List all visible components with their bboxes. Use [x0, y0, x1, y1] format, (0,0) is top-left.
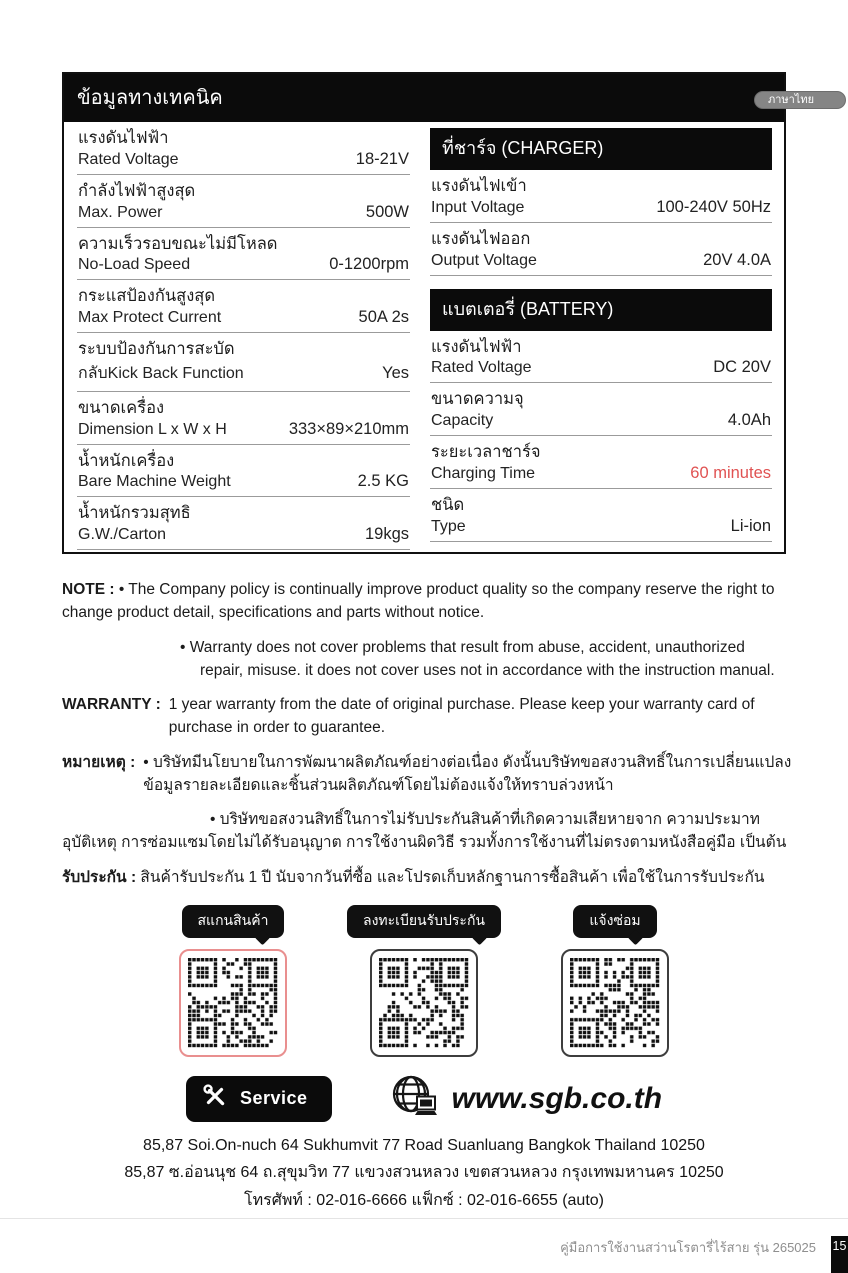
spec-row-battery-voltage: [430, 331, 772, 384]
spec-label-th: ขนาดความจุ: [431, 390, 524, 409]
spec-value: 20V 4.0A: [703, 250, 771, 269]
charger-section-header: ที่ชาร์จ (CHARGER): [430, 128, 772, 170]
spec-value-charging-time: 60 minutes: [690, 463, 771, 482]
remark-paragraph-2: • บริษัทขอสงวนสิทธิ์ในการไม่รับประกันสินค้าที่เกิดความเสียหายจาก ความประมาท อุบัติเหตุ การซ่อมแซมโดยไม่ได้รับอนุญาต การใช้งานผิดวิธี รวมทั้งการใช้งานที่ไม่ตรงตามหนังสือคู่มือ เป็นต้น: [62, 811, 787, 852]
spec-label-th: แรงดันไฟออก: [431, 229, 531, 248]
warranty-paragraph: WARRANTY : 1 year warranty from the date of original purchase. Please keep your warranty card of purchase in order to guarantee.: [62, 693, 792, 740]
spec-row-max-power: [77, 175, 410, 228]
page-footer: [0, 1218, 848, 1273]
address-block: [0, 1132, 848, 1215]
spec-table: [62, 72, 786, 554]
qr-group-report-repair: [561, 905, 669, 1057]
qr-code-scan-product: [179, 949, 287, 1057]
remark-paragraph-1: หมายเหตุ : • บริษัทมีนโยบายในการพัฒนาผลิตภัณฑ์อย่างต่อเนื่อง ดังนั้นบริษัทขอสงวนสิทธิ์ในการเปลี่ยนแปลงข้อมูลรายละเอียดและชิ้นส่วนผลิตภัณฑ์โดยไม่ต้องแจ้งให้ทราบล่วงหน้า: [62, 751, 792, 798]
spec-label-th: ความเร็วรอบขณะไม่มีโหลด: [78, 234, 278, 253]
spec-value: 50A 2s: [358, 308, 409, 327]
service-row: [0, 1073, 848, 1126]
spec-value: 18-21V: [355, 149, 409, 168]
language-badge: ภาษาไทย: [754, 91, 846, 109]
spec-value: 0-1200rpm: [329, 255, 409, 274]
spec-value: 500W: [365, 202, 409, 221]
spec-value: 2.5 KG: [357, 472, 409, 491]
qr-code-image: [188, 958, 278, 1048]
spec-label-en: Type: [431, 517, 466, 535]
spec-row-output-voltage: [430, 223, 772, 276]
spec-value: 19kgs: [364, 525, 409, 544]
page-number: 15: [831, 1236, 848, 1273]
service-badge: [186, 1076, 332, 1122]
address-line-th: 85,87 ซ.อ่อนนุช 64 ถ.สุขุมวิท 77 แขวงสวนหลวง เขตสวนหลวง กรุงเทพมหานคร 10250: [124, 1164, 724, 1182]
spec-label-en: Output Voltage: [431, 251, 537, 269]
remark-label: หมายเหตุ :: [62, 753, 136, 771]
manual-title: คู่มือการใช้งานสว่านโรตารี่ไร้สาย รุ่น 265025: [560, 1240, 816, 1255]
spec-label-th: ขนาดเครื่อง: [78, 398, 165, 417]
spec-right-column: [424, 122, 784, 552]
spec-label-th: น้ำหนักเครื่อง: [78, 451, 175, 470]
note-paragraph-2: • Warranty does not cover problems that result from abuse, accident, unauthorized repair, misuse. it does not cover uses not in accordance with the instruction manual.: [180, 638, 775, 679]
spec-label-en: Input Voltage: [431, 198, 525, 216]
spec-value: 333×89×210mm: [288, 419, 409, 438]
spec-row-battery-type: [430, 489, 772, 542]
qr-code-report-repair: [561, 949, 669, 1057]
spec-label-th: น้ำหนักรวมสุทธิ: [78, 504, 191, 523]
note-paragraph-1: NOTE : • The Company policy is continually improve product quality so the company reserve the right to change product detail, specifications and parts without notice.: [62, 581, 775, 622]
spec-row-bare-weight: [77, 445, 410, 498]
qr-label-bubble: แจ้งซ่อม: [573, 905, 656, 938]
qr-code-image: [379, 958, 469, 1048]
spec-row-gross-weight: [77, 497, 410, 550]
spec-label-th: กระแสป้องกันสูงสุด: [78, 287, 216, 306]
spec-row-capacity: [430, 383, 772, 436]
warranty-label: WARRANTY :: [62, 696, 161, 714]
spec-label-en: Bare Machine Weight: [78, 473, 231, 491]
battery-section-header: แบตเตอรี่ (BATTERY): [430, 289, 772, 331]
guarantee-label: รับประกัน :: [62, 868, 137, 886]
wrench-screwdriver-icon: [202, 1083, 228, 1114]
spec-row-dimension: [77, 392, 410, 445]
spec-value: 100-240V 50Hz: [656, 197, 771, 216]
spec-value: 4.0Ah: [727, 411, 771, 430]
qr-label-bubble: สแกนสินค้า: [182, 905, 285, 938]
qr-code-register-warranty: [370, 949, 478, 1057]
spec-label-th: แรงดันไฟฟ้า: [78, 129, 169, 147]
qr-group-register-warranty: [347, 905, 501, 1057]
spec-row-kick-back: [77, 333, 410, 392]
spec-left-column: [64, 122, 424, 552]
spec-label-en: กลับKick Back Function: [78, 364, 244, 382]
spec-row-max-protect-current: [77, 280, 410, 333]
spec-label-en: Max Protect Current: [78, 309, 222, 327]
spec-row-input-voltage: [430, 170, 772, 223]
spec-label-en: No-Load Speed: [78, 256, 191, 274]
spec-row-charging-time: [430, 436, 772, 489]
spec-label-en: Capacity: [431, 412, 494, 430]
spec-label-en: Dimension L x W x H: [78, 420, 227, 438]
spec-value: Yes: [382, 363, 409, 382]
spec-label-th: ชนิด: [431, 495, 465, 514]
address-line-en: 85,87 Soi.On-nuch 64 Sukhumvit 77 Road Suanluang Bangkok Thailand 10250: [143, 1136, 705, 1154]
spec-value: DC 20V: [713, 358, 771, 377]
spec-label-th: แรงดันไฟเข้า: [431, 177, 527, 195]
website-row: [390, 1073, 663, 1126]
spec-table-title: ข้อมูลทางเทคนิค: [64, 74, 784, 122]
qr-group-scan-product: [179, 905, 287, 1057]
qr-code-image: [570, 958, 660, 1048]
spec-label-en: Rated Voltage: [431, 359, 532, 377]
spec-label-th: ระยะเวลาชาร์จ: [431, 443, 541, 462]
spec-label-en: Rated Voltage: [78, 150, 179, 168]
spec-value: Li-ion: [730, 516, 771, 535]
spec-label-en: G.W./Carton: [78, 526, 167, 544]
qr-section: [0, 905, 848, 1057]
spec-label-th: ระบบป้องกันการสะบัด: [78, 340, 235, 359]
notes-section: [62, 578, 792, 889]
website-url: www.sgb.co.th: [451, 1082, 663, 1116]
service-label: Service: [239, 1088, 308, 1109]
spec-row-no-load-speed: [77, 228, 410, 281]
spec-label-th: กำลังไฟฟ้าสูงสุด: [78, 181, 196, 200]
spec-label-en: Charging Time: [431, 464, 536, 482]
note-label: NOTE :: [62, 581, 115, 599]
spec-label-en: Max. Power: [78, 203, 163, 221]
manual-page: [0, 72, 848, 1272]
spec-row-rated-voltage: [77, 122, 410, 175]
guarantee-paragraph: รับประกัน : สินค้ารับประกัน 1 ปี นับจากวันที่ซื้อ และโปรดเก็บหลักฐานการซื้อสินค้า เพื่อใช้ในการรับประกัน: [62, 868, 765, 886]
spec-label-th: แรงดันไฟฟ้า: [431, 337, 522, 356]
qr-label-bubble: ลงทะเบียนรับประกัน: [347, 905, 501, 938]
globe-computer-icon: [390, 1073, 442, 1126]
phone-fax-line: โทรศัพท์ : 02-016-6666 แฟ็กซ์ : 02-016-6655 (auto): [243, 1191, 604, 1209]
